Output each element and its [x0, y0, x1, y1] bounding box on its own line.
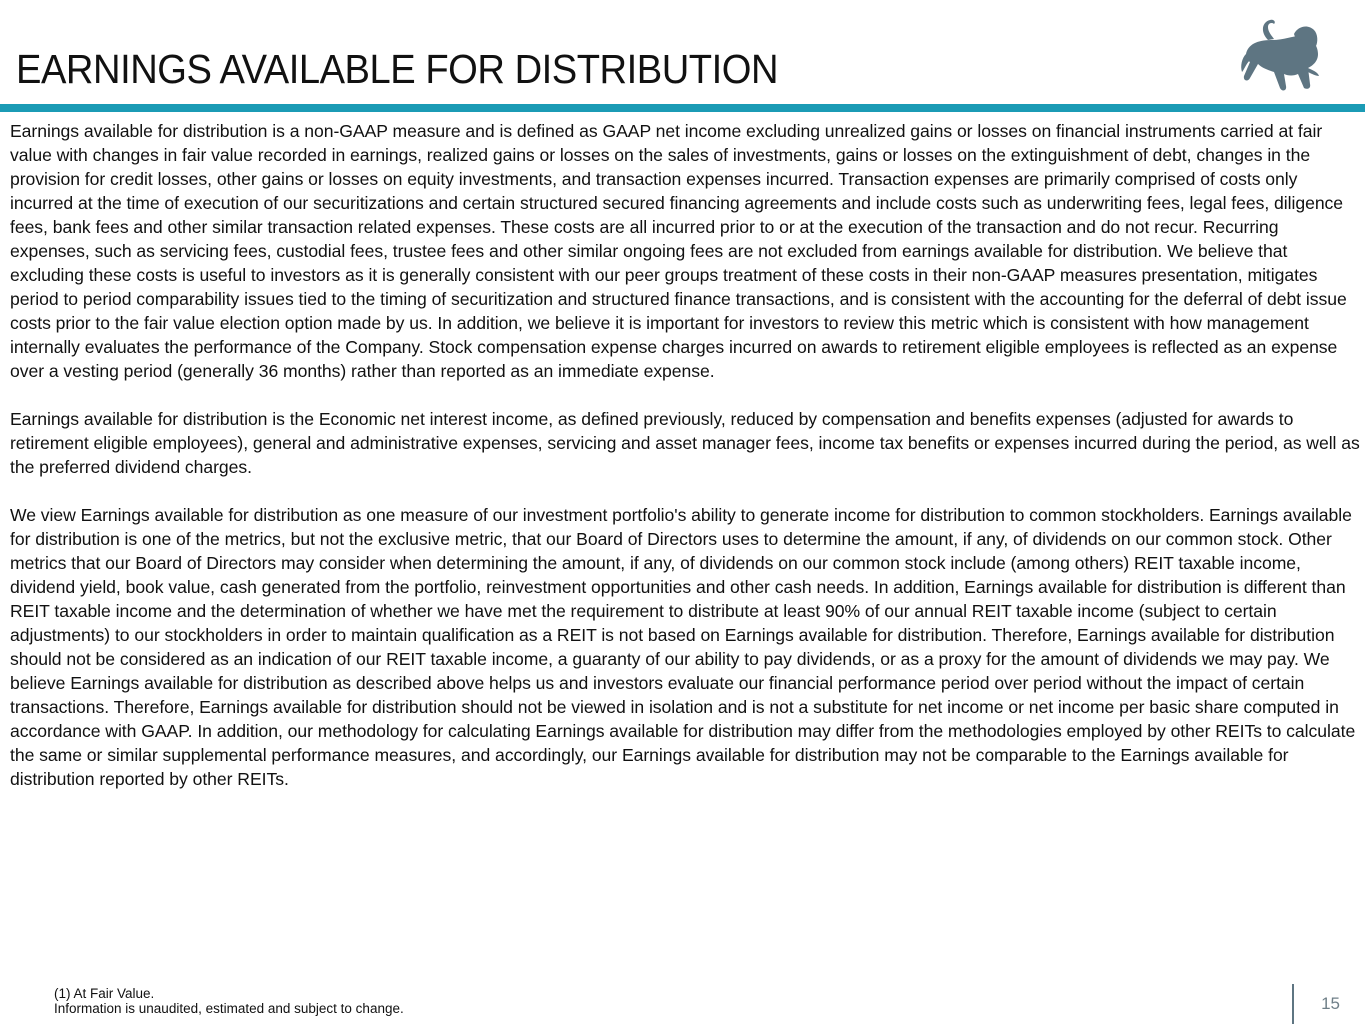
- page-number: 15: [1321, 994, 1340, 1013]
- footnotes: [54, 986, 404, 1016]
- paragraph-calculation: Earnings available for distribution is the Economic net interest income, as defined previously, reduced by compensation and benefits expenses (adjusted for awards to retirement eligible employees), general and administrative expenses, servicing and asset manager fees, income tax benefits or expenses incurred during the period, as well as the preferred dividend charges.: [10, 409, 1360, 477]
- paragraph-definition: Earnings available for distribution is a non-GAAP measure and is defined as GAAP net income excluding unrealized gains or losses on financial instruments carried at fair value with changes in fair value recorded in earnings, realized gains or losses on the sales of investments, gains or losses on the extinguishment of debt, changes in the provision for credit losses, other gains or losses on equity investments, and transaction expenses incurred. Transaction expenses are primarily comprised of costs only incurred at the time of execution of our securitizations and certain structured secured financing agreements and include costs such as underwriting fees, legal fees, diligence fees, bank fees and other similar transaction related expenses. These costs are all incurred prior to or at the execution of the transaction and do not recur. Recurring expenses, such as servicing fees, custodial fees, trustee fees and other similar ongoing fees are not excluded from earnings available for distribution. We believe that excluding these costs is useful to investors as it is generally consistent with our peer groups treatment of these costs in their non-GAAP measures presentation, mitigates period to period comparability issues tied to the timing of securitization and structured finance transactions, and is consistent with the accounting for the deferral of debt issue costs prior to the fair value election option made by us. In addition, we believe it is important for investors to review this metric which is consistent with how management internally evaluates the performance of the Company. Stock compensation expense charges incurred on awards to retirement eligible employees is reflected as an expense over a vesting period (generally 36 months) rather than reported as an immediate expense.: [10, 121, 1347, 381]
- footnote-fair-value: (1) At Fair Value.: [54, 986, 155, 1001]
- footnote-disclaimer: Information is unaudited, estimated and subject to change.: [54, 1001, 404, 1016]
- accent-bar: [0, 104, 1365, 112]
- slide-title: EARNINGS AVAILABLE FOR DISTRIBUTION: [16, 46, 779, 92]
- page-number-divider: [1292, 984, 1294, 1024]
- body-text: [10, 119, 1360, 815]
- paragraph-usage: We view Earnings available for distribution as one measure of our investment portfolio's ability to generate income for distribution to common stockholders. Earnings available for distribution is one of the metrics, but not the exclusive metric, that our Board of Directors uses to determine the amount, if any, of dividends on our common stock. Other metrics that our Board of Directors may consider when determining the amount, if any, of dividends on our common stock include (among others) REIT taxable income, dividend yield, book value, cash generated from the portfolio, reinvestment opportunities and other cash needs. In addition, Earnings available for distribution is different than REIT taxable income and the determination of whether we have met the requirement to distribute at least 90% of our annual REIT taxable income (subject to certain adjustments) to our stockholders in order to maintain qualification as a REIT is not based on Earnings available for distribution. Therefore, Earnings available for distribution should not be considered as an indication of our REIT taxable income, a guaranty of our ability to pay dividends, or as a proxy for the amount of dividends we may pay. We believe Earnings available for distribution as described above helps us and investors evaluate our financial performance period over period without the impact of certain transactions. Therefore, Earnings available for distribution should not be viewed in isolation and is not a substitute for net income or net income per basic share computed in accordance with GAAP. In addition, our methodology for calculating Earnings available for distribution may differ from the methodologies employed by other REITs to calculate the same or similar supplemental performance measures, and accordingly, our Earnings available for distribution may not be comparable to the Earnings available for distribution reported by other REITs.: [10, 505, 1356, 789]
- lion-icon: [1238, 14, 1320, 94]
